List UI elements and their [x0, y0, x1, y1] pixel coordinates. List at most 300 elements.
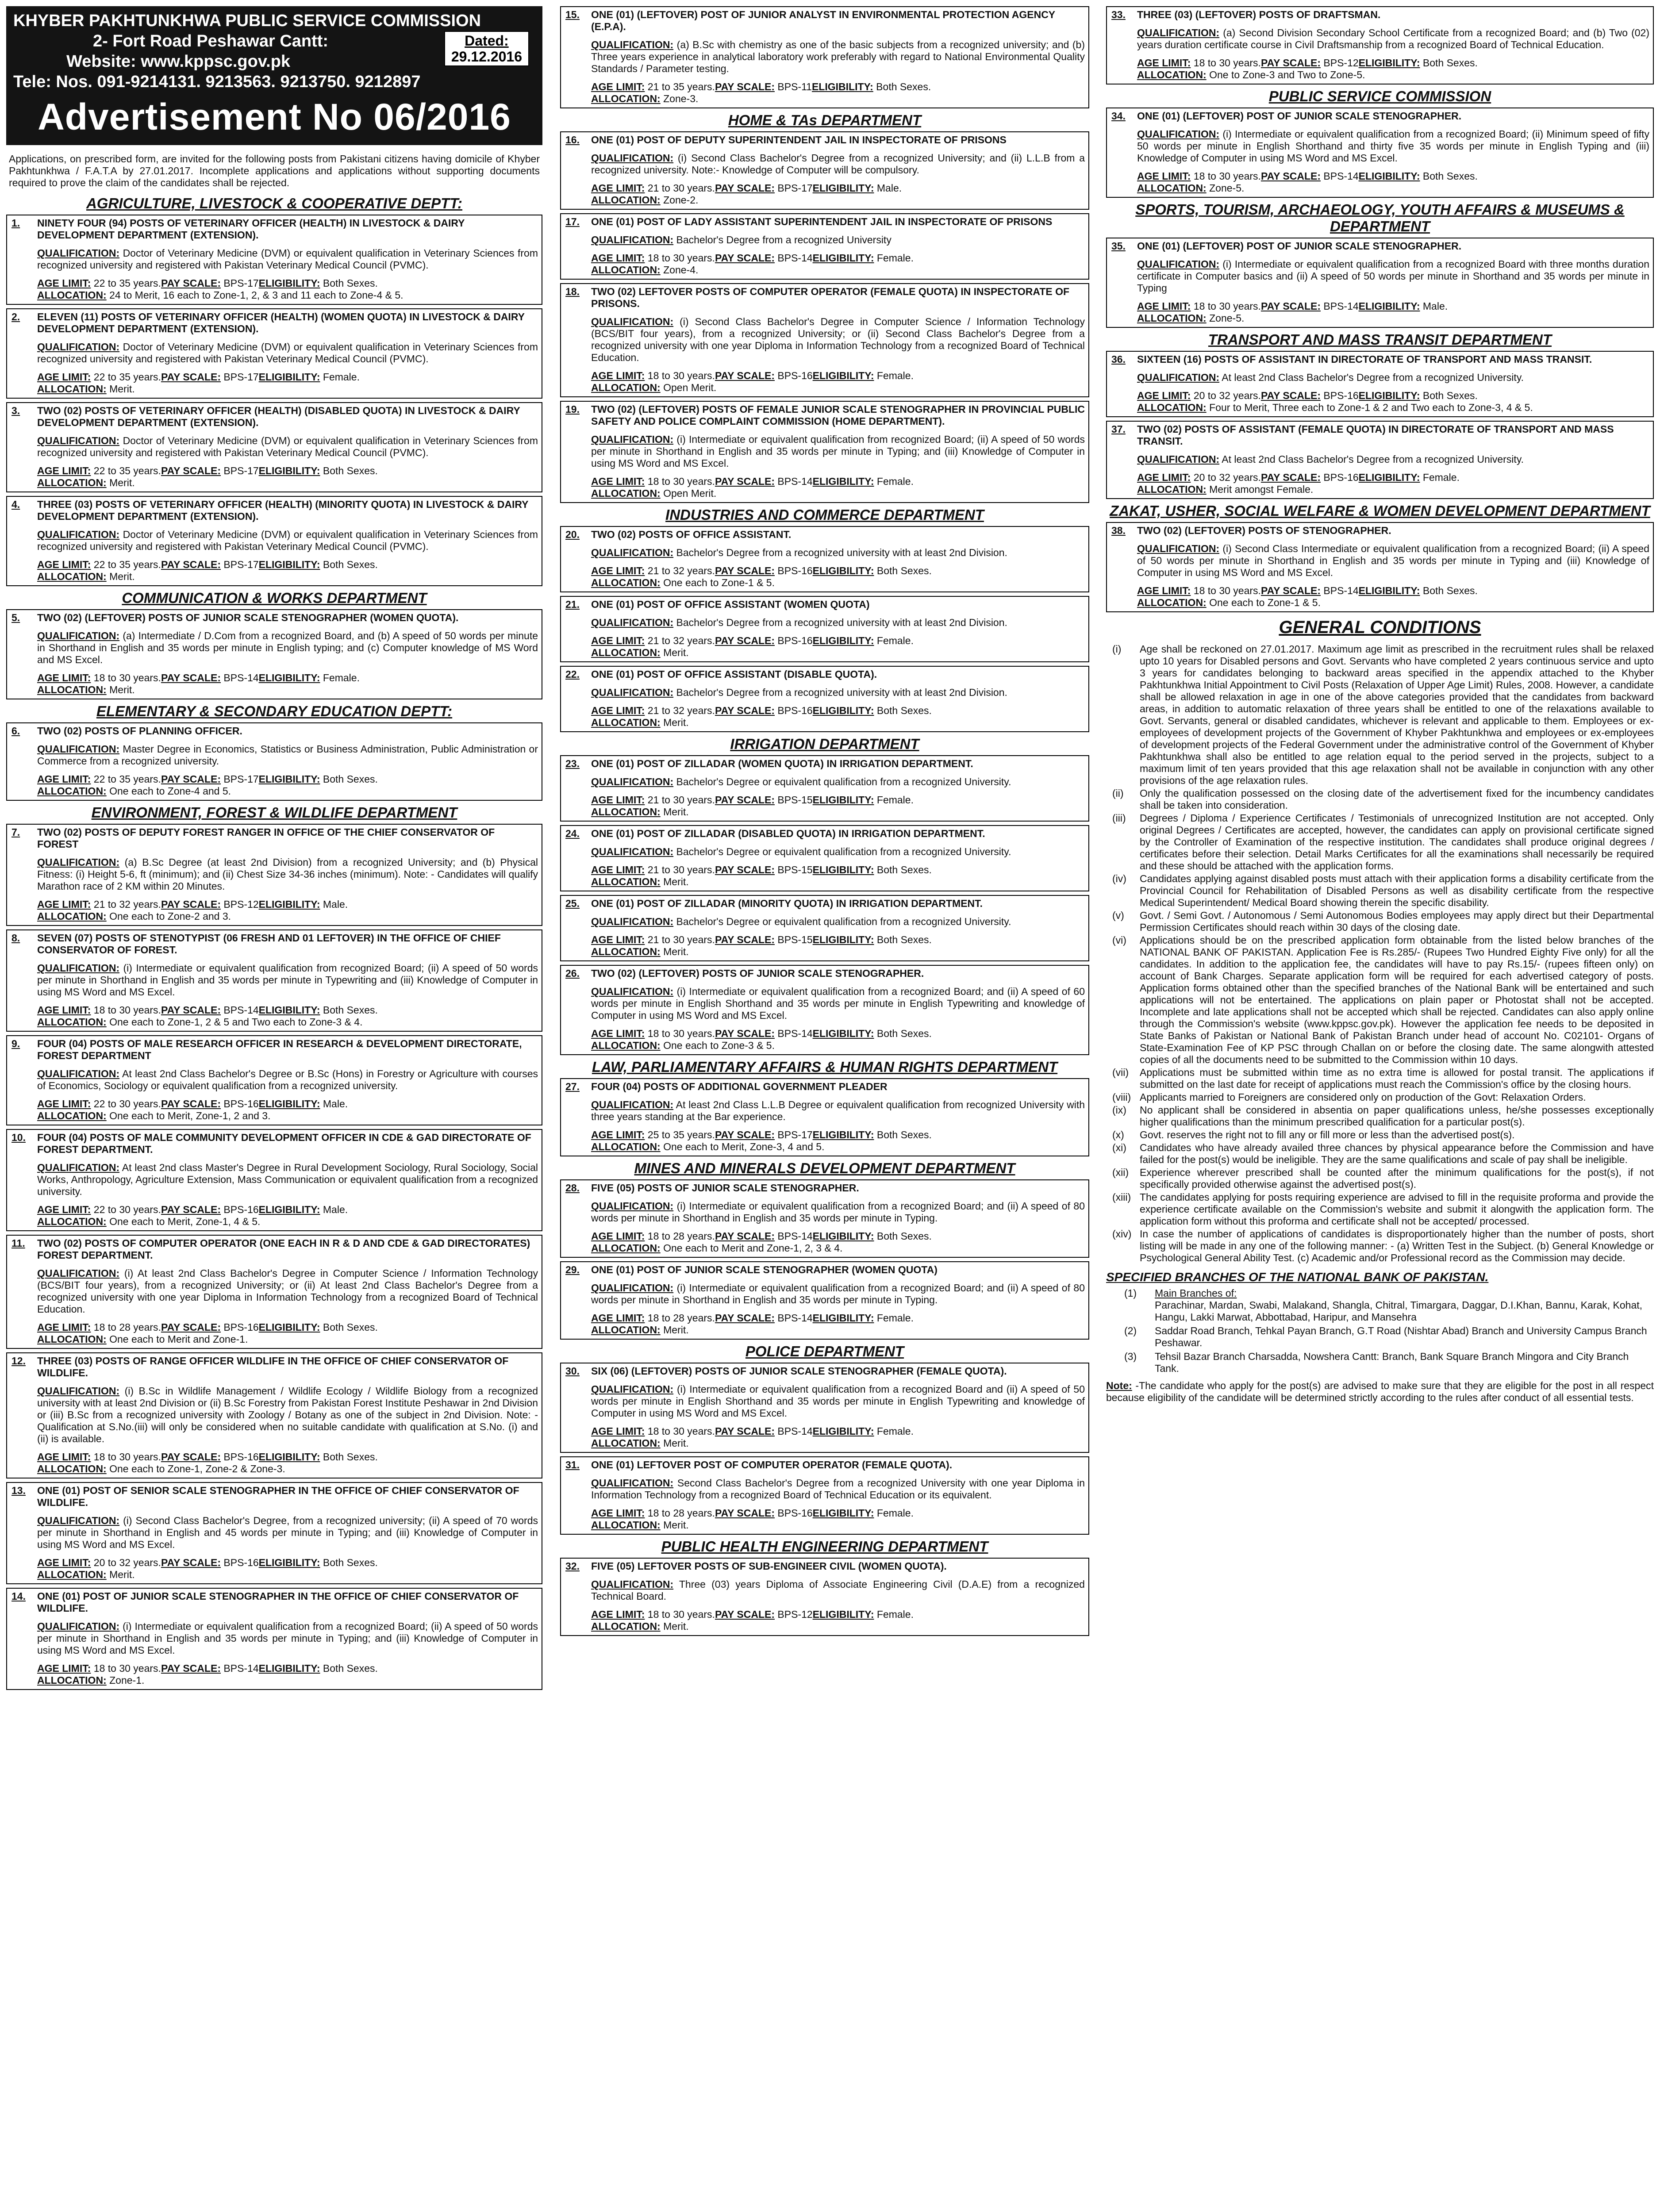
qualification [37, 529, 538, 553]
post-title: TWO (02) (LEFTOVER) POSTS OF JUNIOR SCALE STENOGRAPHER. [591, 968, 924, 979]
pay-scale-label: PAY SCALE: [715, 705, 775, 716]
qualification-label: QUALIFICATION: [591, 152, 674, 164]
condition-number: (xii) [1112, 1167, 1129, 1178]
age-limit-value: 21 to 32 years. [91, 899, 161, 910]
qualification [1137, 27, 1649, 51]
qualification-label: QUALIFICATION: [37, 1385, 120, 1397]
website: Website: www.kppsc.gov.pk [66, 52, 291, 71]
post-block [1106, 351, 1654, 417]
qualification-text: (i) Second Class Bachelor's Degree, from a recognized university; (ii) A speed of 70 words per minute in Shorthand in English and 45 words per minute in Typing; and (iii) Knowledge of Computer in using MS Word and MS Excel. [37, 1515, 538, 1550]
post-block [560, 825, 1089, 891]
post-title: ONE (01) POST OF OFFICE ASSISTANT (WOMEN QUOTA) [591, 599, 870, 610]
eligibility-label: ELIGIBILITY: [1358, 57, 1420, 69]
allocation-line [37, 383, 538, 395]
post-title: FOUR (04) POSTS OF ADDITIONAL GOVERNMENT PLEADER [591, 1081, 888, 1092]
qualification-text: (i) Intermediate or equivalent qualification from a recognized Board; and (ii) A speed of 80 words per minute in Shorthand in English and 35 words per minute in Typing. [591, 1282, 1085, 1306]
post-number: 11. [12, 1237, 25, 1249]
post-terms [591, 794, 1085, 818]
post-block [560, 1456, 1089, 1535]
qualification [1137, 372, 1649, 384]
age-limit-value: 21 to 30 years. [645, 934, 715, 945]
eligibility-value: Female. [320, 672, 360, 684]
post-number: 29. [565, 1264, 580, 1275]
post-terms [591, 476, 1085, 499]
qualification-label: QUALIFICATION: [1137, 27, 1220, 38]
allocation-label: ALLOCATION: [591, 1437, 661, 1449]
eligibility-label: ELIGIBILITY: [258, 559, 320, 570]
condition-number: (i) [1112, 643, 1122, 655]
department-heading: HOME & TAs DEPARTMENT [728, 112, 922, 128]
phones: Tele: Nos. 091-9214131. 9213563. 9213750. 9212897 [13, 73, 421, 91]
qualification-label: QUALIFICATION: [1137, 372, 1220, 383]
post-number: 18. [565, 286, 580, 297]
allocation-value: Merit amongst Female. [1206, 484, 1314, 495]
age-limit-label: AGE LIMIT: [591, 1507, 645, 1519]
pay-scale-value: BPS-17 [775, 182, 813, 194]
department-heading: ELEMENTARY & SECONDARY EDUCATION DEPTT: [96, 703, 453, 719]
condition-text: Applications must be submitted within time as no extra time is allowed for postal transit. The applications if submitted on the last date for receipt of applications must reach the Commission's office by the closing hours. [1140, 1067, 1654, 1090]
age-limit-value: 18 to 30 years. [91, 672, 161, 684]
pay-scale-value: BPS-14 [775, 1312, 813, 1324]
post-block [560, 1261, 1089, 1340]
post-title: TWO (02) POSTS OF ASSISTANT (FEMALE QUOTA) IN DIRECTORATE OF TRANSPORT AND MASS TRANSIT. [1137, 423, 1614, 447]
eligibility-value: Male. [874, 182, 902, 194]
branch-names: Saddar Road Branch, Tehkal Payan Branch, G.T Road (Nishtar Abad) Branch and University Campus Branch Peshawar. [1155, 1325, 1647, 1348]
intro-paragraph: Applications, on prescribed form, are invited for the following posts from Pakistani citizens having domicile of Khyber Pakhtunkhwa / F.A.T.A by 27.01.2017. Incomplete applications and applications without supporting documents required to prove the claim of the candidates shall be rejected. [9, 153, 540, 188]
department-heading: POLICE DEPARTMENT [745, 1343, 904, 1359]
age-limit-value: 18 to 30 years. [1191, 57, 1261, 69]
eligibility-label: ELIGIBILITY: [258, 773, 320, 785]
post-terms [591, 565, 1085, 589]
condition-number: (x) [1112, 1129, 1124, 1141]
qualification [591, 547, 1085, 559]
qualification [37, 435, 538, 459]
allocation-line [1137, 312, 1649, 324]
age-limit-label: AGE LIMIT: [591, 182, 645, 194]
post-title: ONE (01) POST OF LADY ASSISTANT SUPERINTENDENT JAIL IN INSPECTORATE OF PRISONS [591, 216, 1053, 227]
eligibility-label: ELIGIBILITY: [1358, 390, 1420, 401]
allocation-line [37, 1463, 538, 1475]
eligibility-value: Female. [874, 252, 914, 264]
eligibility-value: Both Sexes. [874, 1230, 932, 1242]
post-title: ELEVEN (11) POSTS OF VETERINARY OFFICER (HEALTH) (WOMEN QUOTA) IN LIVESTOCK & DAIRY DEVELOPMENT DEPARTMENT (EXTENSION). [37, 311, 525, 334]
commission-name: KHYBER PAKHTUNKHWA PUBLIC SERVICE COMMISSION [13, 12, 481, 30]
post-terms [37, 371, 538, 395]
qualification [1137, 453, 1649, 465]
qualification-text: Bachelor's Degree from a recognized University [676, 234, 891, 246]
allocation-value: Zone-4. [660, 264, 699, 276]
allocation-line [591, 806, 1085, 818]
allocation-value: Zone-5. [1206, 182, 1245, 194]
pay-scale-label: PAY SCALE: [161, 1451, 221, 1463]
allocation-line [37, 571, 538, 583]
age-limit-label: AGE LIMIT: [37, 1557, 91, 1568]
pay-scale-label: PAY SCALE: [715, 1312, 775, 1324]
allocation-line [591, 647, 1085, 659]
department-heading: TRANSPORT AND MASS TRANSIT DEPARTMENT [1208, 331, 1552, 348]
general-condition [1106, 1167, 1654, 1190]
post-number: 16. [565, 134, 580, 146]
qualification [37, 247, 538, 271]
allocation-label: ALLOCATION: [37, 684, 107, 695]
qualification-label: QUALIFICATION: [1137, 128, 1220, 140]
condition-number: (viii) [1112, 1091, 1131, 1103]
terms-line [37, 899, 538, 910]
terms-line [37, 1204, 538, 1216]
post-title: FIVE (05) LEFTOVER POSTS OF SUB-ENGINEER CIVIL (WOMEN QUOTA). [591, 1560, 947, 1572]
qualification-label: QUALIFICATION: [37, 1162, 120, 1173]
post-block [6, 402, 542, 492]
eligibility-value: Female. [320, 371, 360, 383]
eligibility-value: Both Sexes. [320, 1663, 378, 1674]
qualification-text: (i) Intermediate or equivalent qualification from recognized Board; (ii) A speed of 50 words per minute in Shorthand in English and 35 words per minute in Typing; and (iii) Knowledge of Computer in using MS Word and MS Excel. [591, 434, 1085, 469]
age-limit-value: 18 to 30 years. [91, 1451, 161, 1463]
eligibility-label: ELIGIBILITY: [812, 864, 874, 876]
terms-line [37, 1098, 538, 1110]
pay-scale-label: PAY SCALE: [161, 371, 221, 383]
eligibility-label: ELIGIBILITY: [812, 1028, 874, 1039]
pay-scale-value: BPS-16 [1321, 472, 1359, 483]
age-limit-value: 18 to 30 years. [645, 1425, 715, 1437]
post-block [560, 666, 1089, 732]
condition-number: (ii) [1112, 787, 1124, 799]
eligibility-label: ELIGIBILITY: [812, 565, 874, 576]
age-limit-value: 18 to 30 years. [645, 370, 715, 381]
qualification [1137, 543, 1649, 579]
condition-number: (xi) [1112, 1142, 1126, 1153]
qualification [37, 630, 538, 666]
allocation-label: ALLOCATION: [591, 1324, 661, 1336]
qualification-label: QUALIFICATION: [37, 247, 120, 259]
qualification [591, 1477, 1085, 1501]
eligibility-label: ELIGIBILITY: [258, 1663, 320, 1674]
post-block [6, 308, 542, 399]
age-limit-label: AGE LIMIT: [591, 705, 645, 716]
age-limit-label: AGE LIMIT: [591, 934, 645, 945]
qualification-label: QUALIFICATION: [591, 316, 674, 327]
nbp-branch [1106, 1325, 1654, 1349]
allocation-label: ALLOCATION: [37, 477, 107, 488]
qualification [591, 434, 1085, 469]
allocation-label: ALLOCATION: [37, 1016, 107, 1028]
eligibility-value: Male. [320, 1098, 348, 1110]
eligibility-value: Female. [874, 635, 914, 646]
pay-scale-label: PAY SCALE: [715, 1425, 775, 1437]
condition-number: (iii) [1112, 812, 1126, 824]
allocation-line [37, 1216, 538, 1228]
post-title: NINETY FOUR (94) POSTS OF VETERINARY OFFICER (HEALTH) IN LIVESTOCK & DAIRY DEVELOPMENT DEPARTMENT (EXTENSION). [37, 217, 465, 241]
branch-names: Parachinar, Mardan, Swabi, Malakand, Shangla, Chitral, Timargara, Daggar, D.I.Khan, Bannu, Karak, Kohat, Hangu, Lakki Marwat, Abbottabad, Haripur, and Mansehra [1155, 1299, 1643, 1323]
post-block [560, 1558, 1089, 1636]
condition-text: The candidates applying for posts requiring experience are advised to fill in the requisite proforma and provide the experience certificate available on the Commission's website and submit it alongwith the application form. The application form without this proforma and certificate shall not be accepted/ processed. [1140, 1191, 1654, 1227]
pay-scale-value: BPS-12 [775, 1609, 813, 1620]
eligibility-label: ELIGIBILITY: [812, 794, 874, 806]
qualification [1137, 258, 1649, 294]
terms-line [591, 934, 1085, 946]
post-block [6, 824, 542, 926]
terms-line [591, 1507, 1085, 1519]
qualification-text: Master Degree in Economics, Statistics or Business Administration, Public Administration or Commerce from a recognized university. [37, 743, 538, 767]
age-limit-value: 18 to 30 years. [1191, 170, 1261, 182]
qualification-label: QUALIFICATION: [37, 1515, 120, 1526]
post-terms [37, 1204, 538, 1228]
age-limit-label: AGE LIMIT: [37, 1663, 91, 1674]
qualification-label: QUALIFICATION: [37, 743, 120, 755]
age-limit-value: 22 to 35 years. [91, 277, 161, 289]
condition-text: Govt. reserves the right not to fill any or fill more or less than the advertised post(s). [1140, 1129, 1515, 1141]
qualification-text: At least 2nd class Master's Degree in Rural Development Sociology, Rural Sociology, Social Works, Anthropology, Agriculture Extension, Mass Communication or equivalent qualification from a recognized university. [37, 1162, 538, 1197]
pay-scale-value: BPS-14 [775, 476, 813, 487]
department-heading: IRRIGATION DEPARTMENT [730, 736, 919, 752]
post-number: 38. [1111, 525, 1126, 536]
age-limit-label: AGE LIMIT: [591, 1312, 645, 1324]
allocation-value: Zone-3. [660, 93, 699, 104]
age-limit-value: 21 to 30 years. [645, 794, 715, 806]
pay-scale-value: BPS-16 [1321, 390, 1359, 401]
post-title: ONE (01) (LEFTOVER) POST OF JUNIOR ANALYST IN ENVIRONMENTAL PROTECTION AGENCY (E.P.A). [591, 9, 1055, 32]
terms-line [1137, 390, 1649, 402]
terms-line [37, 672, 538, 684]
pay-scale-value: BPS-17 [221, 277, 259, 289]
allocation-line [37, 785, 538, 797]
qualification-label: QUALIFICATION: [37, 1621, 120, 1632]
post-title: ONE (01) POST OF OFFICE ASSISTANT (DISABLE QUOTA). [591, 668, 877, 680]
eligibility-label: ELIGIBILITY: [812, 1507, 874, 1519]
age-limit-label: AGE LIMIT: [591, 81, 645, 92]
pay-scale-label: PAY SCALE: [1260, 585, 1321, 596]
pay-scale-value: BPS-17 [221, 465, 259, 476]
qualification-label: QUALIFICATION: [37, 435, 120, 446]
post-block [560, 526, 1089, 592]
eligibility-label: ELIGIBILITY: [812, 635, 874, 646]
post-number: 32. [565, 1560, 580, 1572]
eligibility-label: ELIGIBILITY: [258, 1204, 320, 1215]
allocation-label: ALLOCATION: [591, 488, 661, 499]
post-block [6, 1129, 542, 1231]
nbp-branches-list [1106, 1287, 1654, 1375]
age-limit-value: 18 to 30 years. [91, 1663, 161, 1674]
eligibility-value: Female. [874, 1507, 914, 1519]
terms-line [37, 1663, 538, 1674]
pay-scale-value: BPS-14 [775, 1230, 813, 1242]
post-number: 5. [12, 612, 20, 623]
post-number: 21. [565, 599, 580, 610]
post-number: 15. [565, 9, 580, 20]
post-number: 2. [12, 311, 20, 323]
age-limit-value: 21 to 30 years. [645, 864, 715, 876]
age-limit-label: AGE LIMIT: [1137, 170, 1191, 182]
allocation-label: ALLOCATION: [591, 876, 661, 887]
allocation-value: One each to Merit, Zone-3, 4 and 5. [660, 1141, 825, 1152]
pay-scale-label: PAY SCALE: [715, 370, 775, 381]
age-limit-label: AGE LIMIT: [37, 1004, 91, 1016]
pay-scale-value: BPS-16 [221, 1451, 259, 1463]
terms-line [37, 773, 538, 785]
qualification [591, 776, 1085, 788]
eligibility-label: ELIGIBILITY: [1358, 170, 1420, 182]
post-terms [1137, 57, 1649, 81]
allocation-line [37, 477, 538, 489]
post-number: 37. [1111, 423, 1126, 435]
eligibility-value: Both Sexes. [320, 1321, 378, 1333]
allocation-line [591, 1324, 1085, 1336]
eligibility-label: ELIGIBILITY: [1358, 472, 1420, 483]
department-heading: LAW, PARLIAMENTARY AFFAIRS & HUMAN RIGHTS DEPARTMENT [592, 1059, 1058, 1075]
eligibility-value: Both Sexes. [874, 934, 932, 945]
allocation-line [591, 382, 1085, 394]
qualification-text: (a) Second Division Secondary School Certificate from a recognized Board; and (b) Two (02) years duration certificate course in Civil Draftsmanship from a recognized Board of Technical Education. [1137, 27, 1649, 50]
allocation-label: ALLOCATION: [37, 1110, 107, 1121]
qualification-label: QUALIFICATION: [37, 630, 120, 641]
branch-heading: Main Branches of: [1155, 1287, 1237, 1299]
terms-line [37, 1004, 538, 1016]
allocation-line [591, 93, 1085, 105]
pay-scale-label: PAY SCALE: [715, 1230, 775, 1242]
terms-line [591, 252, 1085, 264]
eligibility-value: Both Sexes. [320, 277, 378, 289]
qualification-text: At least 2nd Class Bachelor's Degree from a recognized University. [1222, 372, 1524, 383]
post-terms [37, 899, 538, 922]
allocation-value: Merit. [660, 1437, 689, 1449]
pay-scale-label: PAY SCALE: [161, 465, 221, 476]
post-block [1106, 238, 1654, 328]
allocation-value: Merit. [660, 1324, 689, 1336]
terms-line [591, 705, 1085, 717]
allocation-value: Open Merit. [660, 382, 717, 393]
nbp-branches-title: SPECIFIED BRANCHES OF THE NATIONAL BANK OF PAKISTAN. [1106, 1270, 1489, 1284]
post-terms [37, 277, 538, 301]
post-terms [37, 465, 538, 489]
eligibility-label: ELIGIBILITY: [258, 672, 320, 684]
pay-scale-value: BPS-16 [221, 1098, 259, 1110]
allocation-line [591, 194, 1085, 206]
eligibility-label: ELIGIBILITY: [258, 1557, 320, 1568]
age-limit-label: AGE LIMIT: [591, 1609, 645, 1620]
post-terms [37, 773, 538, 797]
allocation-value: Zone-5. [1206, 312, 1245, 324]
post-block [1106, 108, 1654, 198]
qualification-label: QUALIFICATION: [591, 234, 674, 246]
post-terms [37, 1451, 538, 1475]
allocation-value: Merit. [660, 1519, 689, 1531]
terms-line [591, 864, 1085, 876]
post-title: TWO (02) POSTS OF COMPUTER OPERATOR (ONE EACH IN R & D AND CDE & GAD DIRECTORATES) FOREST DEPARTMENT. [37, 1237, 530, 1261]
branch-number: (2) [1124, 1325, 1137, 1336]
terms-line [591, 182, 1085, 194]
condition-number: (iv) [1112, 873, 1126, 884]
allocation-label: ALLOCATION: [1137, 484, 1207, 495]
allocation-line [591, 1141, 1085, 1153]
allocation-value: One each to Zone-1, 2 & 5 and Two each to Zone-3 & 4. [106, 1016, 363, 1028]
allocation-line [591, 264, 1085, 276]
post-terms [591, 1507, 1085, 1531]
eligibility-label: ELIGIBILITY: [258, 1451, 320, 1463]
pay-scale-label: PAY SCALE: [1260, 472, 1321, 483]
eligibility-value: Both Sexes. [1420, 390, 1478, 401]
allocation-line [591, 717, 1085, 729]
age-limit-label: AGE LIMIT: [591, 794, 645, 806]
qualification-text: Doctor of Veterinary Medicine (DVM) or equivalent qualification in Veterinary Sciences from recognized university and registered with Pakistan Veterinary Medical Council (PVMC). [37, 435, 538, 458]
pay-scale-value: BPS-15 [775, 934, 813, 945]
pay-scale-value: BPS-16 [221, 1204, 259, 1215]
posts-list-1 [6, 195, 542, 1690]
pay-scale-label: PAY SCALE: [161, 1663, 221, 1674]
age-limit-value: 25 to 35 years. [645, 1129, 715, 1141]
qualification-text: At least 2nd Class Bachelor's Degree from a recognized University. [1222, 453, 1524, 465]
allocation-value: Merit. [106, 383, 135, 395]
pay-scale-value: BPS-12 [1321, 57, 1359, 69]
post-number: 8. [12, 932, 20, 944]
allocation-label: ALLOCATION: [1137, 402, 1207, 413]
eligibility-label: ELIGIBILITY: [258, 371, 320, 383]
eligibility-label: ELIGIBILITY: [258, 1004, 320, 1016]
eligibility-value: Both Sexes. [320, 465, 378, 476]
condition-text: No applicant shall be considered in absentia on paper qualifications unless, he/she possesses exceptionally higher qualifications than the minimum prescribed qualification for a particular post(s). [1140, 1104, 1654, 1128]
qualification-label: QUALIFICATION: [591, 1477, 674, 1489]
general-condition [1106, 934, 1654, 1066]
post-number: 13. [12, 1485, 26, 1496]
pay-scale-value: BPS-17 [221, 773, 259, 785]
pay-scale-label: PAY SCALE: [715, 635, 775, 646]
age-limit-label: AGE LIMIT: [591, 1129, 645, 1141]
age-limit-value: 18 to 28 years. [645, 1507, 715, 1519]
post-block [6, 1235, 542, 1349]
post-title: SEVEN (07) POSTS OF STENOTYPIST (06 FRESH AND 01 LEFTOVER) IN THE OFFICE OF CHIEF CONSERVATOR OF FOREST. [37, 932, 501, 956]
qualification-text: Bachelor's Degree or equivalent qualification from a recognized University. [676, 846, 1011, 857]
qualification [37, 1621, 538, 1656]
posts-list-2 [560, 6, 1089, 1636]
age-limit-value: 21 to 35 years. [645, 81, 715, 92]
age-limit-value: 18 to 28 years. [645, 1230, 715, 1242]
qualification-label: QUALIFICATION: [591, 986, 674, 997]
post-number: 9. [12, 1038, 20, 1049]
eligibility-value: Both Sexes. [320, 559, 378, 570]
post-terms [591, 635, 1085, 659]
post-terms [591, 370, 1085, 394]
qualification-text: Bachelor's Degree from a recognized university with at least 2nd Division. [676, 547, 1007, 558]
qualification-text: (i) Second Class Bachelor's Degree from a recognized University; and (ii) L.L.B from a recognized university. Note:- Knowledge of Computer will be compulsory. [591, 152, 1085, 176]
allocation-label: ALLOCATION: [591, 1040, 661, 1051]
allocation-line [37, 289, 538, 301]
allocation-line [591, 946, 1085, 958]
terms-line [591, 794, 1085, 806]
terms-line [1137, 585, 1649, 597]
general-condition [1106, 1091, 1654, 1103]
note-text: -The candidate who apply for the post(s) are advised to make sure that they are eligible for the post in all respect because eligibility of the candidate will be determined strictly according to the rules after conduct of all essential tests. [1106, 1380, 1654, 1403]
post-number: 4. [12, 499, 20, 510]
post-title: TWO (02) POSTS OF VETERINARY OFFICER (HEALTH) (DISABLED QUOTA) IN LIVESTOCK & DAIRY DEVELOPMENT DEPARTMENT (EXTENSION). [37, 405, 520, 428]
allocation-value: Merit. [660, 717, 689, 728]
qualification-text: Bachelor's Degree or equivalent qualification from a recognized University. [676, 916, 1011, 927]
allocation-value: Zone-1. [106, 1674, 145, 1686]
qualification-label: QUALIFICATION: [591, 1282, 674, 1294]
post-title: FOUR (04) POSTS OF MALE COMMUNITY DEVELOPMENT OFFICER IN CDE & GAD DIRECTORATE OF FOREST DEPARTMENT. [37, 1132, 531, 1155]
general-condition [1106, 1142, 1654, 1166]
eligibility-value: Male. [1420, 300, 1448, 312]
qualification [591, 39, 1085, 75]
qualification-text: (a) B.Sc with chemistry as one of the basic subjects from a recognized university; and (b) Three years experience in analytical laboratory work preferably with regard to National Environmental Quality Standards / Parameter testing. [591, 39, 1085, 74]
age-limit-value: 18 to 28 years. [645, 1312, 715, 1324]
post-number: 35. [1111, 240, 1126, 252]
qualification [591, 617, 1085, 629]
qualification-text: Doctor of Veterinary Medicine (DVM) or equivalent qualification in Veterinary Sciences from recognized university and registered with Pakistan Veterinary Medical Council (PVMC). [37, 247, 538, 271]
age-limit-label: AGE LIMIT: [37, 672, 91, 684]
qualification [37, 341, 538, 365]
condition-number: (vi) [1112, 934, 1126, 946]
condition-text: Candidates applying against disabled posts must attach with their application forms a disability certificate from the Provincial Council for Rehabilitation of Disabled Persons as well as disability certificate from the respective Medical Superintendent/ Medical Board showing therein the specific disability. [1140, 873, 1654, 908]
eligibility-value: Both Sexes. [874, 1129, 932, 1141]
qualification [37, 856, 538, 892]
